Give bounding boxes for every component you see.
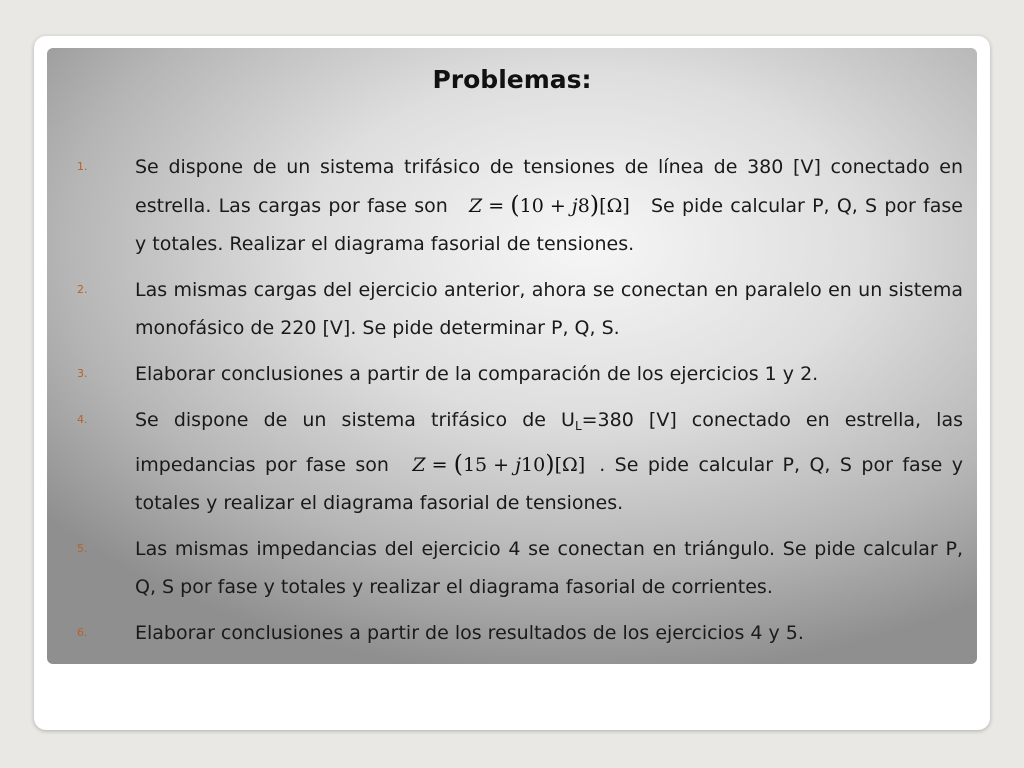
formula-equals: = — [425, 454, 454, 476]
problem-5 — [77, 530, 963, 606]
problem-number: 4. — [77, 413, 88, 426]
problem-number: 5. — [77, 542, 88, 555]
formula-unit: [Ω] — [554, 454, 586, 476]
problem-number: 3. — [77, 367, 88, 380]
impedance-formula — [469, 186, 630, 225]
content-panel — [47, 48, 977, 664]
formula-variable: Z — [412, 454, 426, 476]
formula-unit: [Ω] — [599, 195, 630, 217]
problem-6 — [77, 614, 963, 652]
problem-text-mid: =380 [V] conectado en estrella, las impedancias por fase son — [135, 409, 963, 476]
impedance-formula — [412, 445, 585, 484]
subscript-l: L — [574, 419, 582, 433]
problem-text: Las mismas cargas del ejercicio anterior, ahora se conectan en paralelo en un sistema monofásico de 220 [V]. Se pide determinar P, Q, S. — [135, 279, 963, 339]
formula-equals: = — [482, 195, 511, 217]
formula-close-paren: ) — [589, 191, 600, 219]
problem-number: 2. — [77, 283, 88, 296]
problem-1 — [77, 148, 963, 263]
formula-j: j — [571, 195, 578, 217]
problem-text: Las mismas impedancias del ejercicio 4 se conectan en triángulo. Se pide calcular P, Q, S por fase y totales y realizar el diagrama fasorial de corrientes. — [135, 538, 963, 598]
formula-variable: Z — [469, 195, 483, 217]
problem-number: 1. — [77, 160, 88, 173]
problem-text: Elaborar conclusiones a partir de los resultados de los ejercicios 4 y 5. — [135, 622, 804, 644]
formula-open-paren: ( — [510, 191, 520, 219]
formula-close-paren: ) — [545, 450, 555, 478]
problem-text-after: . Se pide calcular P, Q, S por fase y totales y realizar el diagrama fasorial de tensiones. — [135, 454, 963, 514]
problem-text: Se dispone de un sistema trifásico de tensiones de línea de 380 [V] conectado en estrella. Las cargas por fase son — [135, 156, 963, 217]
formula-imag: 8 — [577, 195, 590, 217]
slide-title: Problemas: — [432, 65, 592, 94]
problem-4 — [77, 401, 963, 522]
problem-text: Se dispone de un sistema trifásico de U — [135, 409, 575, 431]
problem-text: Elaborar conclusiones a partir de la comparación de los ejercicios 1 y 2. — [135, 363, 819, 385]
formula-real: 15 + — [462, 454, 516, 476]
formula-open-paren: ( — [453, 450, 463, 478]
problem-text-after: Se pide calcular P, Q, S por fase y totales. Realizar el diagrama fasorial de tensiones. — [135, 195, 963, 255]
formula-real: 10 + — [519, 195, 572, 217]
problem-3 — [77, 355, 963, 393]
formula-imag: 10 — [521, 454, 546, 476]
formula-j: j — [515, 454, 522, 476]
problem-2 — [77, 271, 963, 347]
problem-number: 6. — [77, 626, 88, 639]
problem-list — [77, 148, 963, 660]
